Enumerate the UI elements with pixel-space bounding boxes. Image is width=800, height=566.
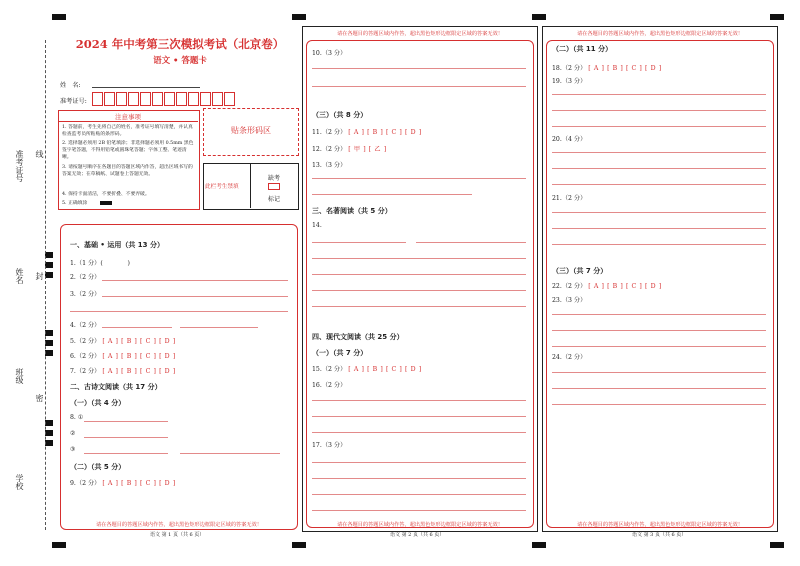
- q6-label: 6.（2 分） [ A ] [ B ] [ C ] [ D ]: [70, 353, 176, 360]
- note-item-1: 1. 答题前，考生先将自己的姓名，准考证号填写清楚，并认真检查监考员所粘贴的条形码。: [62, 125, 193, 138]
- side-name: 姓名: [15, 268, 24, 284]
- answer-line[interactable]: [312, 194, 472, 195]
- q24-label: 24.（2 分）: [552, 354, 587, 361]
- absent-forbidden-label: 此栏考生禁填: [205, 184, 239, 190]
- q12-label: 12.（2 分） [ 甲 ] [ 乙 ]: [312, 146, 387, 153]
- barcode-label: 贴条形码区: [231, 126, 271, 135]
- side-line: 线: [35, 150, 44, 158]
- fill-example-label: 5. 正确填涂: [62, 201, 88, 206]
- exam-no-cell[interactable]: [176, 92, 187, 106]
- timing-mark: [45, 330, 53, 336]
- absent-line2: 标记: [267, 196, 280, 203]
- page-subtitle: 语文 • 答题卡: [153, 56, 207, 66]
- q19-label: 19.（3 分）: [552, 78, 587, 85]
- answer-line[interactable]: [102, 327, 172, 328]
- q18-label: 18.（2 分） [ A ] [ B ] [ C ] [ D ]: [552, 65, 662, 72]
- answer-line[interactable]: [180, 453, 280, 454]
- timing-mark: [45, 430, 53, 436]
- answer-line[interactable]: [84, 453, 168, 454]
- page-number: 语文 第 3 页（共 6 页）: [632, 532, 687, 538]
- answer-line[interactable]: [312, 86, 526, 87]
- section-3-title: 三、名著阅读（共 5 分）: [312, 207, 392, 215]
- answer-line[interactable]: [552, 346, 766, 347]
- answer-line[interactable]: [312, 494, 526, 495]
- q15-label: 15.（2 分） [ A ] [ B ] [ C ] [ D ]: [312, 366, 422, 373]
- subsection-1-title: （一）（共 4 分）: [70, 399, 126, 407]
- timing-mark: [45, 440, 53, 446]
- answer-line[interactable]: [552, 228, 766, 229]
- notes-divider: [58, 121, 198, 122]
- q8-item-2: ②: [70, 430, 76, 437]
- q21-label: 21.（2 分）: [552, 195, 587, 202]
- answer-line[interactable]: [552, 388, 766, 389]
- name-label: 姓 名:: [60, 82, 81, 89]
- answer-line[interactable]: [84, 421, 168, 422]
- q22-label: 22.（2 分） [ A ] [ B ] [ C ] [ D ]: [552, 283, 662, 290]
- answer-line[interactable]: [552, 168, 766, 169]
- timing-mark: [532, 542, 546, 548]
- answer-line[interactable]: [312, 416, 526, 417]
- section-4-title: 四、现代文阅读（共 25 分）: [312, 333, 404, 341]
- absent-checkbox[interactable]: [268, 183, 280, 190]
- answer-line[interactable]: [312, 258, 526, 259]
- timing-mark: [770, 542, 784, 548]
- absent-divider: [250, 163, 251, 208]
- exam-no-cell[interactable]: [152, 92, 163, 106]
- timing-mark: [45, 350, 53, 356]
- answer-line[interactable]: [84, 437, 168, 438]
- side-seal: 封: [35, 272, 44, 280]
- answer-line[interactable]: [552, 404, 766, 405]
- q9-label: 9.（2 分） [ A ] [ B ] [ C ] [ D ]: [70, 480, 176, 487]
- warning-text: 请在各题目的答题区域内作答，超出黑色矩形边框限定区域的答案无效！: [336, 31, 503, 37]
- q16-label: 16.（2 分）: [312, 382, 347, 389]
- answer-line[interactable]: [102, 280, 288, 281]
- timing-mark: [45, 252, 53, 258]
- answer-line[interactable]: [552, 314, 766, 315]
- exam-no-cell[interactable]: [224, 92, 235, 106]
- answer-line[interactable]: [312, 462, 526, 463]
- q2-label: 2.（2 分）: [70, 274, 101, 281]
- name-field[interactable]: [92, 87, 200, 88]
- section-2-title: 二、古诗文阅读（共 17 分）: [70, 383, 162, 391]
- answer-line[interactable]: [312, 432, 526, 433]
- timing-mark: [292, 14, 306, 20]
- exam-no-cell[interactable]: [212, 92, 223, 106]
- warning-text: 请在各题目的答题区域内作答，超出黑色矩形边框限定区域的答案无效！: [336, 522, 503, 528]
- timing-mark: [52, 14, 66, 20]
- answer-line[interactable]: [552, 184, 766, 185]
- exam-no-cell[interactable]: [164, 92, 175, 106]
- warning-text: 请在各题目的答题区域内作答，超出黑色矩形边框限定区域的答案无效！: [95, 522, 262, 528]
- q17-label: 17.（3 分）: [312, 442, 347, 449]
- timing-mark: [45, 262, 53, 268]
- answer-line[interactable]: [102, 296, 288, 297]
- answer-line[interactable]: [70, 311, 288, 312]
- timing-mark: [770, 14, 784, 20]
- subsection-2-title: （二）（共 5 分）: [70, 463, 126, 471]
- q1-label: 1.（1 分）( ): [70, 260, 130, 267]
- q10-label: 10.（3 分）: [312, 50, 347, 57]
- exam-no-cell[interactable]: [140, 92, 151, 106]
- answer-line[interactable]: [180, 327, 258, 328]
- section-1-title: 一、基础 • 运用（共 13 分）: [70, 241, 164, 249]
- warning-text: 请在各题目的答题区域内作答，超出黑色矩形边框限定区域的答案无效！: [576, 31, 743, 37]
- answer-line[interactable]: [312, 290, 526, 291]
- exam-no-cell[interactable]: [92, 92, 103, 106]
- answer-line[interactable]: [312, 400, 526, 401]
- exam-no-cell[interactable]: [188, 92, 199, 106]
- timing-mark: [45, 420, 53, 426]
- answer-line[interactable]: [552, 126, 766, 127]
- timing-mark: [52, 542, 66, 548]
- answer-line[interactable]: [552, 372, 766, 373]
- answer-line[interactable]: [552, 244, 766, 245]
- page-title: 2024 年中考第三次模拟考试（北京卷）: [75, 37, 285, 51]
- answer-line[interactable]: [552, 330, 766, 331]
- answer-line[interactable]: [312, 510, 526, 511]
- page-number: 语文 第 2 页（共 6 页）: [390, 532, 445, 538]
- exam-no-label: 准考证号:: [60, 98, 87, 105]
- answer-line[interactable]: [312, 274, 526, 275]
- side-class: 班级: [15, 368, 24, 384]
- q5-label: 5.（2 分） [ A ] [ B ] [ C ] [ D ]: [70, 338, 176, 345]
- answer-line[interactable]: [552, 152, 766, 153]
- q23-label: 23.（3 分）: [552, 297, 587, 304]
- exam-no-cell[interactable]: [104, 92, 115, 106]
- note-item-4: 4. 保持卡面清洁，不要折叠、不要弄破。: [62, 192, 150, 197]
- note-item-2: 2. 选择题必须用 2B 铅笔填涂；非选择题必须用 0.5mm 黑色签字笔答题，不得用铅笔或圆珠笔答题；字体工整、笔迹清晰。: [62, 141, 194, 161]
- q20-label: 20.（4 分）: [552, 136, 587, 143]
- exam-no-cell[interactable]: [200, 92, 211, 106]
- subsection-4-title: （一）（共 7 分）: [312, 349, 368, 357]
- answer-line[interactable]: [552, 212, 766, 213]
- answer-line[interactable]: [312, 478, 526, 479]
- fill-example-mark: [100, 201, 112, 205]
- q14-label: 14.: [312, 222, 322, 229]
- timing-mark: [532, 14, 546, 20]
- side-secret: 密: [35, 394, 44, 402]
- subsection-5-title: （二）（共 11 分）: [552, 45, 613, 53]
- q7-label: 7.（2 分） [ A ] [ B ] [ C ] [ D ]: [70, 368, 176, 375]
- answer-line[interactable]: [416, 242, 526, 243]
- timing-mark: [45, 272, 53, 278]
- q11-label: 11.（2 分） [ A ] [ B ] [ C ] [ D ]: [312, 129, 422, 136]
- warning-text: 请在各题目的答题区域内作答，超出黑色矩形边框限定区域的答案无效！: [576, 522, 743, 528]
- absent-line1: 缺考: [267, 175, 280, 182]
- side-school: 学校: [15, 474, 24, 490]
- answer-line[interactable]: [552, 110, 766, 111]
- q3-label: 3.（2 分）: [70, 291, 101, 298]
- answer-line[interactable]: [312, 178, 526, 179]
- side-exam-no: 准考证号: [15, 150, 24, 182]
- binding-line: [45, 40, 46, 530]
- answer-line[interactable]: [312, 68, 526, 69]
- subsection-3-title: （三）（共 8 分）: [312, 111, 368, 119]
- note-item-3: 3. 请按题号顺序在各题目的答题区域内作答，超出区域书写的答案无效；在草稿纸、试题卷上答题无效。: [62, 165, 193, 178]
- timing-mark: [292, 542, 306, 548]
- answer-line[interactable]: [312, 242, 406, 243]
- subsection-6-title: （三）（共 7 分）: [552, 267, 608, 275]
- exam-no-cell[interactable]: [116, 92, 127, 106]
- page-number: 语文 第 1 页（共 6 页）: [150, 532, 205, 538]
- q8-item-3: ③: [70, 446, 76, 453]
- q13-label: 13.（3 分）: [312, 162, 347, 169]
- q8-item-1: 8. ①: [70, 414, 84, 421]
- q4-label: 4.（2 分）: [70, 322, 101, 329]
- notes-title: 注意事项: [115, 113, 141, 121]
- answer-line[interactable]: [552, 94, 766, 95]
- timing-mark: [45, 340, 53, 346]
- exam-no-cell[interactable]: [128, 92, 139, 106]
- answer-line[interactable]: [312, 306, 526, 307]
